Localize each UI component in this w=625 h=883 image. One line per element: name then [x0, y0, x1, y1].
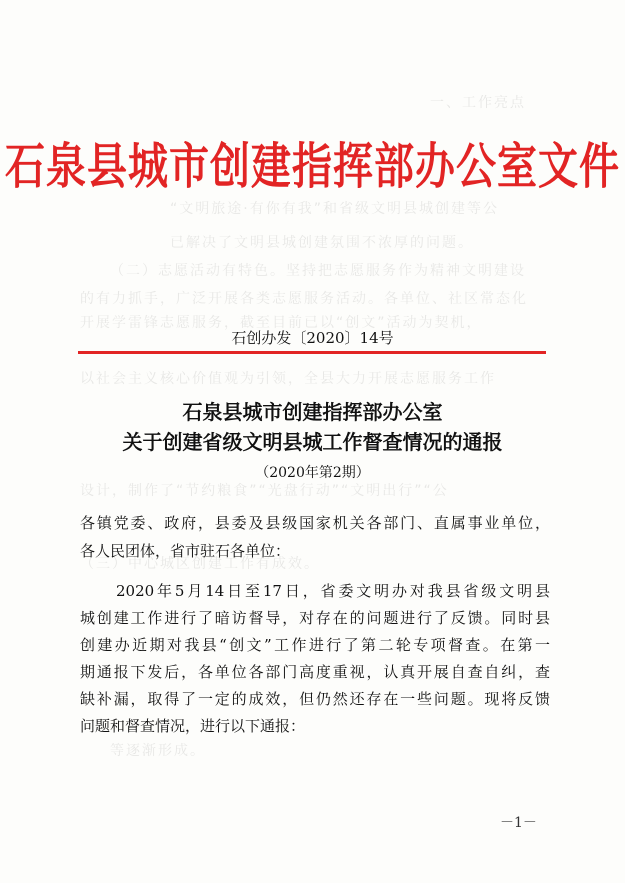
body-text-line: 城创建工作进行了暗访督导，对存在的问题进行了反馈。同时县 [80, 609, 550, 627]
document-number: 石创办发〔2020〕14号 [231, 329, 394, 347]
notice-title-line-1: 石泉县城市创建指挥部办公室 [182, 400, 443, 424]
document-header-title: 石泉县城市创建指挥部办公室文件 [5, 137, 620, 196]
addressee-line: 各人民团体，省市驻石各单位： [80, 542, 291, 560]
show-through-texture: 一、工作亮点 [430, 95, 526, 111]
body-text-line: 问题和督查情况，进行以下通报： [80, 717, 306, 735]
show-through-texture: 的有力抓手，广泛开展各类志愿服务活动。各单位、社区常态化 [80, 291, 528, 307]
show-through-texture: 设计，制作了“节约粮食”“光盘行动”“文明出行”“公 [80, 483, 449, 499]
red-divider-line [78, 351, 546, 354]
page-number: －1－ [500, 815, 537, 831]
addressee-line: 各镇党委、政府，县委及县级国家机关各部门、直属事业单位， [80, 514, 550, 532]
body-text-line: 2020年5月14日至17日，省委文明办对我县省级文明县 [116, 582, 550, 600]
notice-title-line-2: 关于创建省级文明县城工作督查情况的通报 [122, 430, 503, 454]
show-through-texture: “文明旅途·有你有我”和省级文明县城创建等公 [170, 201, 499, 217]
body-text-line: 创建办近期对我县“创文”工作进行了第二轮专项督查。在第一 [80, 636, 550, 654]
notice-issue-number: （2020年第2期） [255, 465, 370, 481]
show-through-texture: 开展学雷锋志愿服务，截至目前已以“创文”活动为契机， [80, 315, 483, 331]
show-through-texture: 已解决了文明县城创建氛围不浓厚的问题。 [170, 235, 474, 251]
body-text-line: 期通报下发后，各单位各部门高度重视，认真开展自查自纠，查 [80, 663, 550, 681]
show-through-texture: （三）中心城区创建工作有成效。 [80, 556, 320, 572]
show-through-texture: 以社会主义核心价值观为引领，全县大力开展志愿服务工作 [80, 371, 496, 387]
body-text-line: 缺补漏，取得了一定的成效，但仍然还存在一些问题。现将反馈 [80, 690, 550, 708]
show-through-texture: 等逐渐形成。 [110, 743, 206, 759]
show-through-texture: （二）志愿活动有特色。坚持把志愿服务作为精神文明建设 [110, 263, 526, 279]
